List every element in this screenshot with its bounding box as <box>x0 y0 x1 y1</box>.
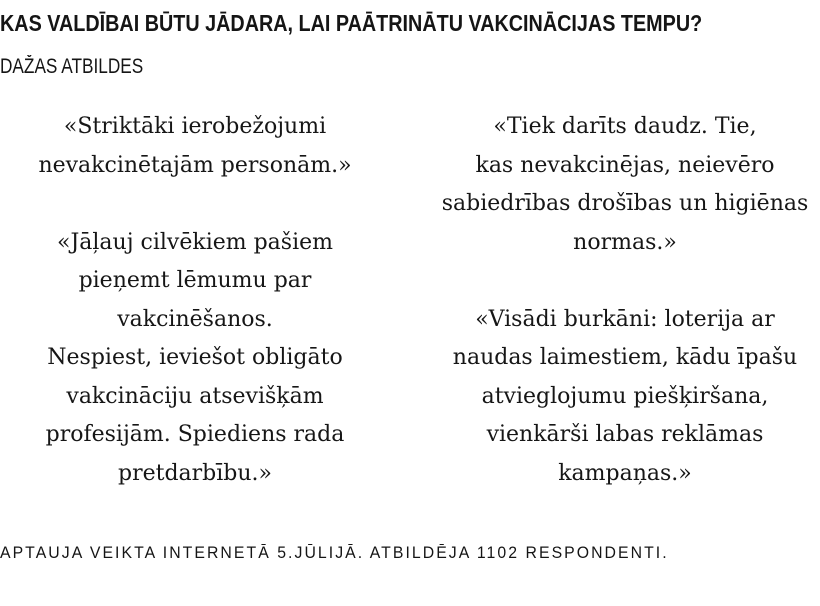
quote-line: vienkārši labas reklāmas <box>486 422 764 447</box>
quote-line: «Tiek darīts daudz. Tie, <box>493 114 757 139</box>
quote-line: kampaņas.» <box>558 460 692 486</box>
quote-line: normas.» <box>573 229 677 255</box>
quote-line: sabiedrības drošības un higiēnas <box>441 191 809 216</box>
quote-line: «Striktāki ierobežojumi <box>63 114 327 139</box>
answers-column-left <box>0 108 390 493</box>
quote-line: naudas laimestiem, kādu īpašu <box>452 345 798 370</box>
quote-line: «Visādi burkāni: loterija ar <box>475 306 775 332</box>
subheadline: DAŽAS ATBILDES <box>0 55 144 78</box>
quote-line: pieņemt lēmumu par <box>78 268 312 293</box>
answer-quote <box>430 108 820 262</box>
quote-line: profesijām. Spiediens rada <box>45 422 345 447</box>
quote-line: «Jāļauj cilvēkiem pašiem <box>56 229 334 255</box>
answer-quote <box>0 108 390 185</box>
quote-line: nevakcinētajām personām.» <box>38 152 352 178</box>
answer-quote <box>0 224 390 494</box>
quote-line: vakcināciju atsevišķām <box>66 383 324 409</box>
survey-footnote: APTAUJA VEIKTA INTERNETĀ 5.JŪLIJĀ. ATBILDĒJA 1102 RESPONDENTI. <box>0 543 669 562</box>
answers-column-right <box>430 108 820 493</box>
headline: KAS VALDĪBAI BŪTU JĀDARA, LAI PAĀTRINĀTU VAKCINĀCIJAS TEMPU? <box>0 10 703 36</box>
quote-line: pretdarbību.» <box>118 460 272 486</box>
quote-line: vakcinēšanos. <box>117 306 273 332</box>
quote-line: kas nevakcinējas, neievēro <box>475 152 775 178</box>
answer-quote <box>430 301 820 494</box>
quote-line: Nespiest, ieviešot obligāto <box>47 345 343 370</box>
quote-line: atvieglojumu piešķiršana, <box>481 383 769 409</box>
